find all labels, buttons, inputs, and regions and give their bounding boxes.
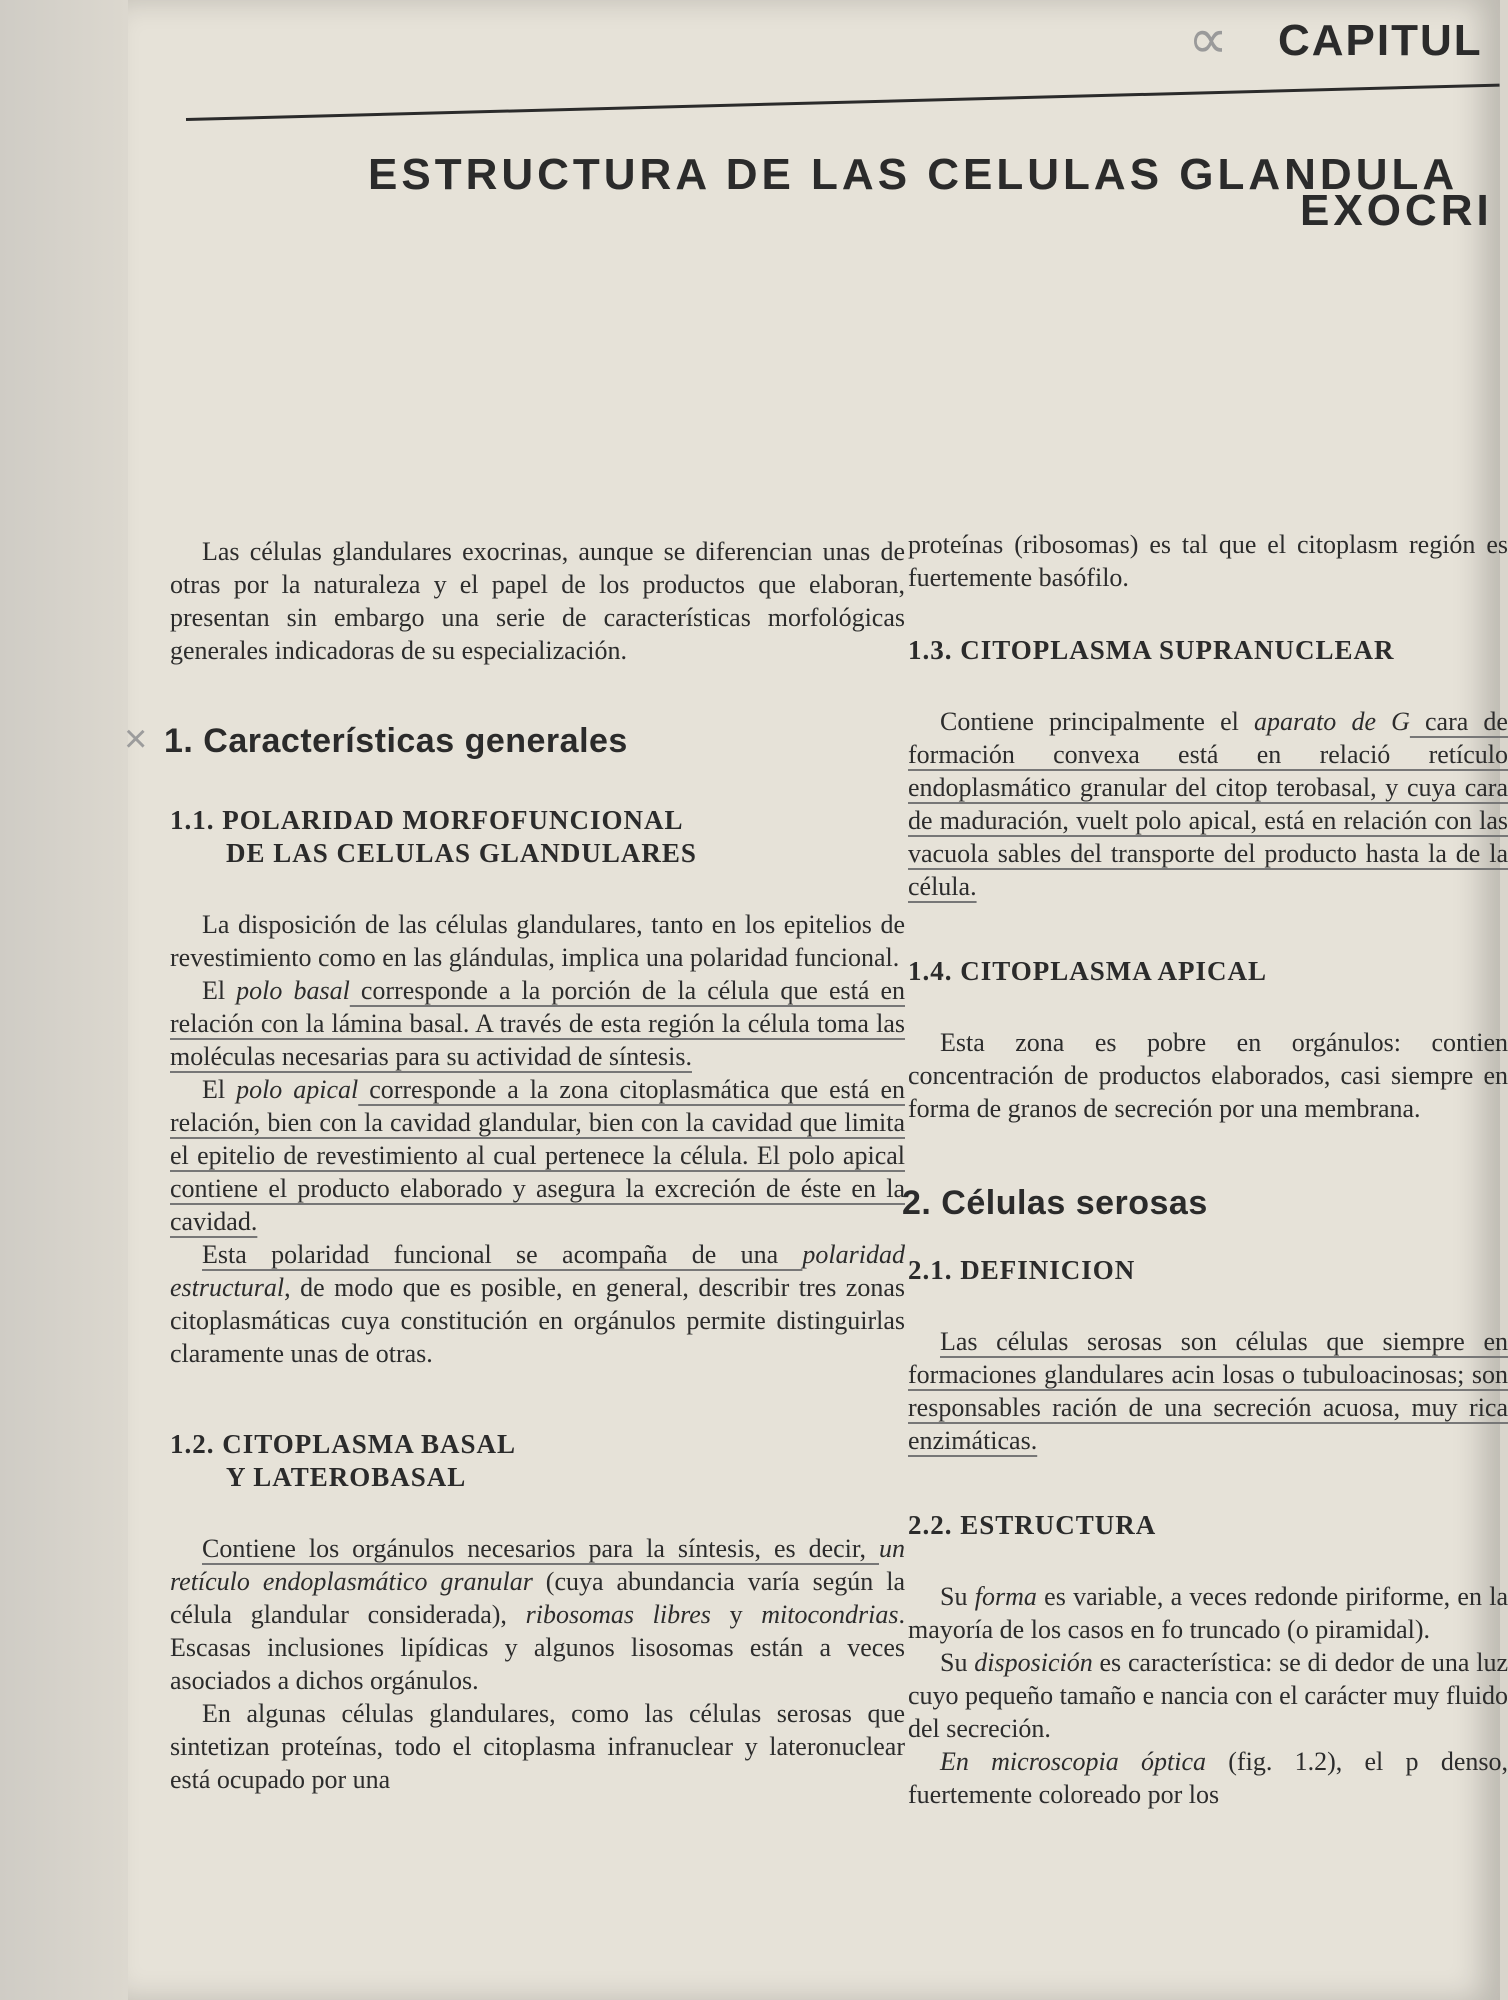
- text-run: es variable, a veces redonde piriforme, en la mayoría de los casos en fo truncado (o piramidal).: [908, 1582, 1508, 1644]
- term-mitocondrias: mitocondrias: [761, 1600, 899, 1629]
- intro-paragraph: Las células glandulares exocrinas, aunque se diferencian unas de otras por la naturaleza y el papel de los productos que elaboran, presentan sin embargo una serie de características morfológicas generales indicadoras de su especialización.: [170, 537, 905, 665]
- text-run: Contiene principalmente el: [940, 707, 1254, 736]
- paragraph-algunas-celulas: En algunas células glandulares, como las células serosas que sintetizan proteínas, todo el citoplasma infranuclear y lateronuclear está ocupado por una: [170, 1699, 905, 1794]
- header-rule: [186, 84, 1500, 121]
- handwritten-mark-icon: ∝: [1188, 7, 1229, 70]
- chapter-label: CAPITUL: [1278, 16, 1483, 65]
- book-page: [124, 0, 1508, 2000]
- subsection-1-4-heading: 1.4. CITOPLASMA APICAL: [908, 956, 1268, 986]
- text-run: (fig. 1.2), el p denso, fuertemente coloreado por los: [908, 1747, 1508, 1809]
- subsection-1-1-line2: DE LAS CELULAS GLANDULARES: [226, 838, 697, 868]
- text-run: y: [710, 1600, 762, 1629]
- paragraph-polo-apical: [170, 1073, 905, 1238]
- term-forma: forma: [974, 1582, 1037, 1611]
- paragraph-definicion: Las células serosas son células que siempre en formaciones glandulares acin losas o tubuloacinosas; son responsables ración de una secreción acuosa, muy rica enzimáticas.: [908, 1327, 1508, 1455]
- subsection-1-2-line1: 1.2. CITOPLASMA BASAL: [170, 1429, 517, 1459]
- paragraph-microscopia: [908, 1745, 1508, 1811]
- page-title-line1: ESTRUCTURA DE LAS CELULAS GLANDULA: [368, 150, 1459, 199]
- paragraph-disposicion: La disposición de las células glandulares, tanto en los epitelios de revestimiento como en las glándulas, implica una polaridad funcional.: [170, 910, 905, 972]
- text-run: corresponde a la porción de la célula que está en relación con la lámina basal. A través de esta región la célula toma las moléculas necesarias para su actividad de síntesis.: [170, 976, 905, 1071]
- term-aparato-golgi: aparato de G: [1253, 707, 1410, 736]
- text-run: El: [202, 1075, 237, 1104]
- subsection-2-1-heading: 2.1. DEFINICION: [908, 1255, 1136, 1285]
- text-run: Esta polaridad funcional se acompaña de una: [202, 1240, 803, 1269]
- term-polo-basal: polo basal: [236, 976, 350, 1005]
- text-run: Su: [940, 1648, 975, 1677]
- text-run: Contiene los orgánulos necesarios para la síntesis, es decir,: [202, 1534, 879, 1563]
- paragraph-contiene-organulos: [170, 1532, 905, 1697]
- subsection-1-2-line2: Y LATEROBASAL: [226, 1462, 467, 1492]
- paragraph-proteinas: proteínas (ribosomas) es tal que el citoplasm región es fuertemente basófilo.: [908, 530, 1508, 592]
- section-2-title: 2. Células serosas: [902, 1184, 1208, 1222]
- term-microscopia-optica: En microscopia óptica: [940, 1747, 1206, 1776]
- subsection-1-1-heading: [170, 804, 905, 870]
- paragraph-citoplasma-supranuclear: [908, 705, 1508, 903]
- left-column: [124, 535, 905, 1796]
- paragraph-polaridad: [170, 1238, 905, 1370]
- page-title-line2: EXOCRI: [1300, 186, 1493, 235]
- text-run: Su: [940, 1582, 975, 1611]
- subsection-2-2-heading: 2.2. ESTRUCTURA: [908, 1510, 1157, 1540]
- page-gutter: [0, 0, 128, 2000]
- term-polo-apical: polo apical: [236, 1075, 359, 1104]
- paragraph-polo-basal: [170, 974, 905, 1073]
- section-1-heading: [124, 717, 905, 761]
- term-ribosomas: ribosomas libres: [525, 1600, 711, 1629]
- paragraph-forma: [908, 1580, 1508, 1646]
- text-run: corresponde a la zona citoplasmática que está en relación, bien con la cavidad glandular, bien con la cavidad que limita el epitelio de revestimiento al cual pertenece la célula. El polo apical contiene el producto elaborado y asegura la excreción de éste en la cavidad.: [170, 1075, 905, 1236]
- term-reticulo: un retículo endoplasmático granular: [170, 1534, 905, 1596]
- term-polaridad-estructural: polaridad estructural: [170, 1240, 905, 1302]
- text-run: cara de formación convexa está en relació retículo endoplasmático granular del citop terobasal, y cuya cara de maduración, vuelt polo apical, está en relación con las vacuola sables del transporte del producto hasta la de la célula.: [908, 707, 1508, 901]
- text-run: es característica: se di dedor de una luz cuyo pequeño tamaño e nancia con el carácter muy fluido del secreción.: [908, 1648, 1508, 1743]
- text-run: . Escasas inclusiones lipídicas y algunos lisosomas están a veces asociados a dichos orgánulos.: [170, 1600, 905, 1695]
- text-run: (cuya abundancia varía según la célula glandular considerada),: [170, 1567, 905, 1629]
- text-run: El: [202, 976, 237, 1005]
- term-disposicion: disposición: [974, 1648, 1093, 1677]
- subsection-1-2-heading: [170, 1428, 905, 1494]
- subsection-1-1-line1: 1.1. POLARIDAD MORFOFUNCIONAL: [170, 805, 684, 835]
- text-run: , de modo que es posible, en general, describir tres zonas citoplasmáticas cuya constitución en orgánulos permite distinguirlas claramente unas de otras.: [170, 1273, 905, 1368]
- paragraph-citoplasma-apical: Esta zona es pobre en orgánulos: contien concentración de productos elaborados, casi siempre en forma de granos de secreción por una membrana.: [908, 1028, 1508, 1123]
- section-1-title: 1. Características generales: [164, 722, 628, 760]
- right-column: [902, 528, 1508, 1811]
- subsection-1-3-heading: 1.3. CITOPLASMA SUPRANUCLEAR: [908, 635, 1395, 665]
- section-1-heading-wrap: [124, 717, 905, 761]
- pencil-x-mark-icon: ×: [124, 717, 148, 761]
- paragraph-disposicion-serosa: [908, 1646, 1508, 1745]
